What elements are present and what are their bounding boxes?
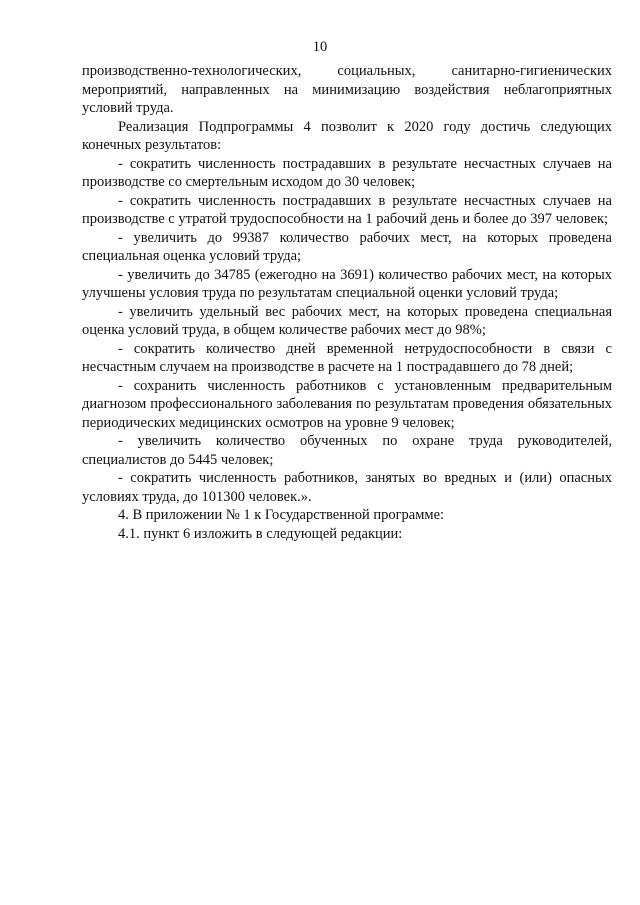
list-item-fatal-accidents: - сократить численность пострадавших в результате несчастных случаев на производстве со смертельным исходом до 30 человек;: [82, 155, 612, 190]
document-body: [82, 62, 612, 543]
paragraph-appendix-4: 4. В приложении № 1 к Государственной программе:: [118, 507, 445, 523]
list-item-occupational-disease: - сохранить численность работников с установленным предварительным диагнозом профессионального заболевания по результатам проведения обязательных периодических медицинских осмотров на уровне 9 человек;: [82, 377, 612, 431]
list-item-trained-managers: - увеличить количество обученных по охране труда руководителей, специалистов до 5445 человек;: [82, 433, 612, 468]
list-item-assessed-workplaces: - увеличить до 99387 количество рабочих мест, на которых проведена специальная оценка условий труда;: [82, 229, 612, 264]
list-item-disability-days: - сократить количество дней временной нетрудоспособности в связи с несчастным случаем на производстве в расчете на 1 пострадавшего до 78 дней;: [82, 340, 612, 375]
list-item-hazardous-conditions: - сократить численность работников, занятых во вредных и (или) опасных условиях труда, до 101300 человек.».: [82, 470, 612, 505]
list-item-disability-accidents: - сократить численность пострадавших в результате несчастных случаев на производстве с утратой трудоспособности на 1 рабочий день и более до 397 человек;: [82, 192, 612, 227]
paragraph-appendix-4-1: 4.1. пункт 6 изложить в следующей редакции:: [118, 525, 403, 542]
list-item-improved-workplaces: - увеличить до 34785 (ежегодно на 3691) количество рабочих мест, на которых улучшены условия труда по результатам специальной оценки условий труда;: [82, 266, 612, 301]
page-number: 10: [312, 39, 328, 55]
list-item-assessment-share: - увеличить удельный вес рабочих мест, на которых проведена специальная оценка условий труда, в общем количестве рабочих мест до 98%;: [82, 303, 612, 338]
paragraph-continuation: производственно-технологических, социальных, санитарно-гигиенических мероприятий, направленных на минимизацию воздействия неблагоприятных условий труда.: [82, 63, 612, 116]
paragraph-intro-results: Реализация Подпрограммы 4 позволит к 2020 году достичь следующих конечных результатов:: [82, 118, 612, 153]
